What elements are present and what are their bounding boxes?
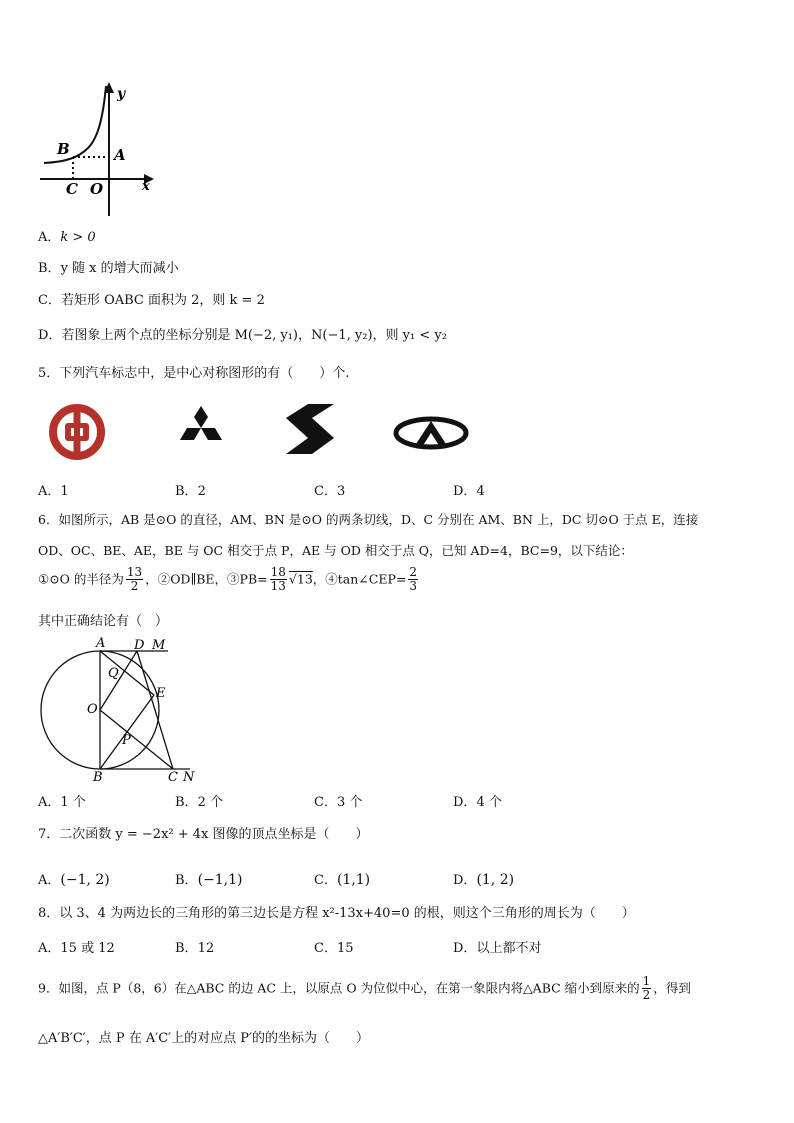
q8-option-a-label: A． bbox=[38, 941, 61, 956]
q9-frac-den: 2 bbox=[642, 987, 651, 1002]
q8-option-a-text: 15 或 12 bbox=[60, 941, 115, 956]
q8-option-d bbox=[453, 937, 541, 956]
q4-label-a: A bbox=[114, 146, 126, 164]
q9-stem-line2: △A′B′C′，点 P 在 A′C′上的对应点 P′的的坐标为（ ） bbox=[38, 1031, 369, 1046]
q7-option-d bbox=[453, 869, 514, 888]
q4-option-b bbox=[38, 261, 179, 277]
q6-option-a bbox=[38, 791, 86, 810]
q6-option-c bbox=[314, 791, 362, 810]
q6-c3-fraction bbox=[270, 566, 287, 592]
q6-option-a-text: 1 个 bbox=[60, 795, 86, 810]
q7-option-c-label: C． bbox=[314, 873, 337, 888]
q4-hyperbola-curve bbox=[44, 86, 106, 163]
q6-c2: ，②OD∥BE，③PB= bbox=[145, 571, 268, 587]
q6-label-c: C bbox=[168, 770, 178, 782]
q5-option-b bbox=[175, 480, 206, 499]
q5-option-b-label: B． bbox=[175, 484, 198, 499]
q7-option-c-text: (1,1) bbox=[336, 872, 371, 888]
q6-option-b-text: 2 个 bbox=[197, 795, 223, 810]
q4-option-c-text: 若矩形 OABC 面积为 2，则 k = 2 bbox=[60, 293, 265, 308]
q9-stem-part1: 9．如图，点 P（8，6）在△ABC 的边 AC 上，以原点 O 为位似中心，在第一象限内将△ABC 缩小到原来的 bbox=[38, 980, 640, 996]
bank-of-china-logo-icon bbox=[47, 404, 107, 460]
mitsubishi-logo-icon bbox=[170, 404, 232, 454]
q6-conclusions bbox=[38, 566, 420, 592]
suzuki-logo-icon bbox=[280, 402, 340, 458]
q7-stem: 7．二次函数 y = −2x² + 4x 图像的顶点坐标是（ ） bbox=[38, 827, 369, 842]
q8-option-d-text: 以上都不对 bbox=[476, 941, 542, 956]
q5-option-a-label: A． bbox=[38, 484, 61, 499]
q4-option-d-text: 若图象上两个点的坐标分别是 M(−2, y₁)，N(−1, y₂)，则 y₁ < y₂ bbox=[61, 328, 447, 343]
q5-option-a-text: 1 bbox=[60, 484, 69, 499]
q5-option-c-text: 3 bbox=[336, 484, 346, 499]
q5-option-c bbox=[314, 480, 345, 499]
q5-option-a bbox=[38, 480, 69, 499]
q4-option-a-text: k > 0 bbox=[60, 230, 96, 245]
q5-stem: 5．下列汽车标志中，是中心对称图形的有（ ）个. bbox=[38, 366, 350, 381]
q6-label-p: P bbox=[122, 733, 131, 748]
q6-label-d: D bbox=[134, 638, 145, 653]
q6-option-d-text: 4 个 bbox=[476, 795, 502, 810]
q8-option-c-label: C． bbox=[314, 941, 337, 956]
q7-option-c bbox=[314, 869, 370, 888]
q7-option-a-label: A． bbox=[38, 873, 61, 888]
q6-c3-den: 13 bbox=[270, 578, 286, 593]
q6-ask: 其中正确结论有（ ） bbox=[38, 614, 169, 629]
q5-option-d-label: D． bbox=[453, 484, 477, 499]
q6-label-q: Q bbox=[108, 666, 119, 681]
q5-option-d bbox=[453, 480, 485, 499]
q8-option-c bbox=[314, 937, 354, 956]
q7-option-d-label: D． bbox=[453, 873, 477, 888]
infiniti-logo-icon bbox=[392, 414, 472, 454]
q4-label-b: B bbox=[57, 140, 70, 158]
q4-option-a bbox=[38, 230, 96, 246]
q6-c1-den: 2 bbox=[130, 578, 139, 593]
q6-option-b bbox=[175, 791, 223, 810]
q6-label-e: E bbox=[156, 686, 166, 701]
q8-option-b-label: B． bbox=[175, 941, 198, 956]
q6-c4-prefix: ，④tan∠CEP= bbox=[312, 571, 407, 587]
q6-stem-line2: OD、OC、BE、AE，BE 与 OC 相交于点 P，AE 与 OD 相交于点 Q，已知 AD=4，BC=9，以下结论： bbox=[38, 543, 633, 558]
q6-line-be bbox=[100, 695, 154, 769]
q6-c1-num: 13 bbox=[126, 565, 143, 579]
q4-option-d-label: D． bbox=[38, 328, 62, 343]
q6-c4-num: 2 bbox=[409, 565, 417, 579]
q7-option-b-label: B． bbox=[175, 873, 198, 888]
q4-label-x: x bbox=[142, 179, 150, 194]
q4-option-b-label: B． bbox=[38, 261, 61, 276]
q4-option-d bbox=[38, 328, 447, 344]
q8-option-c-text: 15 bbox=[336, 941, 354, 956]
q6-label-o: O bbox=[87, 702, 98, 717]
q7-option-b-text: (−1,1) bbox=[197, 872, 243, 888]
q6-option-c-text: 3 个 bbox=[336, 795, 363, 810]
q6-label-a: A bbox=[96, 637, 106, 651]
q4-option-c bbox=[38, 293, 265, 309]
q9-frac-num: 1 bbox=[642, 974, 651, 988]
q4-function-graph bbox=[30, 78, 170, 223]
q7-option-b bbox=[175, 869, 242, 888]
q6-option-d-label: D． bbox=[453, 795, 477, 810]
q6-stem-line1: 6．如图所示，AB 是⊙O 的直径，AM、BN 是⊙O 的两条切线，D、C 分别在 AM、BN 上，DC 切⊙O 于点 E，连接 bbox=[38, 512, 699, 527]
q9-stem-part2: ，得到 bbox=[653, 980, 691, 996]
q6-option-d bbox=[453, 791, 502, 810]
q8-option-a bbox=[38, 937, 115, 956]
q9-fraction bbox=[642, 975, 652, 1001]
q6-option-b-label: B． bbox=[175, 795, 198, 810]
q4-option-a-label: A． bbox=[38, 230, 61, 245]
q6-c1-fraction bbox=[126, 566, 143, 592]
q8-option-b bbox=[175, 937, 214, 956]
q6-c3-num: 18 bbox=[270, 565, 286, 579]
q9-stem-line1 bbox=[38, 975, 691, 1001]
q4-label-c: C bbox=[66, 180, 78, 198]
q5-option-d-text: 4 bbox=[476, 484, 485, 499]
q6-option-c-label: C． bbox=[314, 795, 337, 810]
q8-option-d-label: D． bbox=[453, 941, 477, 956]
q4-option-b-text: y 随 x 的增大而减小 bbox=[60, 261, 179, 276]
q5-option-b-text: 2 bbox=[197, 484, 206, 499]
q6-option-a-label: A． bbox=[38, 795, 61, 810]
q6-c1-prefix: ①⊙O 的半径为 bbox=[38, 571, 124, 587]
q4-option-c-label: C． bbox=[38, 293, 61, 308]
q6-circle-figure bbox=[40, 637, 205, 782]
q7-option-a bbox=[38, 869, 110, 888]
q6-label-m: M bbox=[152, 638, 166, 653]
q7-option-a-text: (−1, 2) bbox=[60, 872, 110, 888]
q4-label-o: O bbox=[90, 180, 104, 198]
q4-label-y: y bbox=[117, 86, 126, 102]
q6-c3-root: √13 bbox=[288, 571, 313, 587]
q7-option-d-text: (1, 2) bbox=[476, 872, 515, 888]
q5-option-c-label: C． bbox=[314, 484, 337, 499]
q6-label-b: B bbox=[93, 770, 103, 782]
q6-c4-fraction bbox=[408, 566, 418, 592]
q8-stem: 8．以 3、4 为两边长的三角形的第三边长是方程 x²-13x+40=0 的根，则这个三角形的周长为（ ） bbox=[38, 906, 635, 921]
q8-option-b-text: 12 bbox=[197, 941, 215, 956]
q6-label-n: N bbox=[183, 770, 195, 782]
q6-c4-den: 3 bbox=[409, 578, 417, 593]
